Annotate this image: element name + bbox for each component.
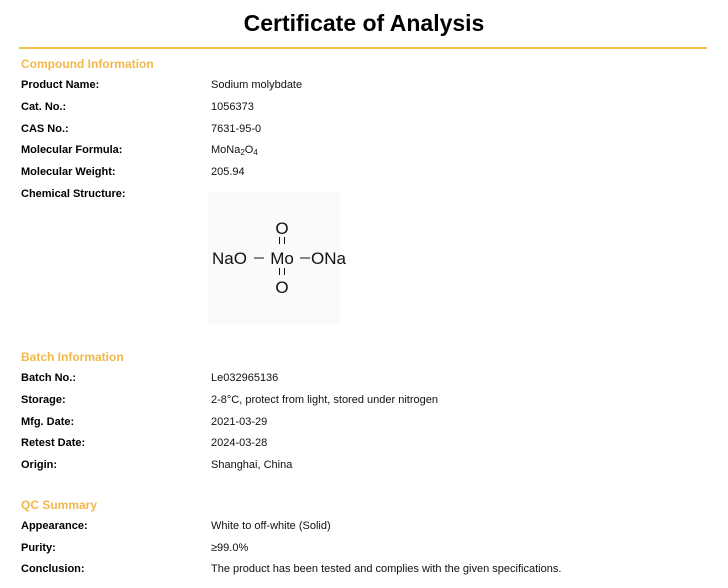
molecular-weight-value: 205.94 xyxy=(211,166,245,178)
cas-no-label: CAS No.: xyxy=(21,123,69,135)
purity-value: ≥99.0% xyxy=(211,542,249,554)
product-name-value: Sodium molybdate xyxy=(211,79,303,91)
structure-right-group: ONa xyxy=(311,249,346,268)
conclusion-label: Conclusion: xyxy=(21,563,85,575)
conclusion-value: The product has been tested and complies with the given specifications. xyxy=(211,563,562,575)
section-heading-qc: QC Summary xyxy=(21,498,98,512)
retest-date-label: Retest Date: xyxy=(21,437,86,449)
formula-na: Na xyxy=(226,144,241,156)
formula-o: O xyxy=(244,144,254,156)
batch-no-value: Le032965136 xyxy=(211,372,279,384)
mfg-date-label: Mfg. Date: xyxy=(21,416,75,428)
product-name-label: Product Name: xyxy=(21,79,100,91)
molecular-weight-label: Molecular Weight: xyxy=(21,166,116,178)
purity-label: Purity: xyxy=(21,542,56,554)
section-heading-batch: Batch Information xyxy=(21,350,124,364)
cat-no-label: Cat. No.: xyxy=(21,101,67,113)
cat-no-value: 1056373 xyxy=(211,101,254,113)
formula-mo: Mo xyxy=(211,144,227,156)
structure-left-group: NaO xyxy=(212,249,247,268)
appearance-value: White to off-white (Solid) xyxy=(211,520,331,532)
origin-value: Shanghai, China xyxy=(211,459,293,471)
formula-na-count: 2 xyxy=(240,148,245,157)
batch-no-label: Batch No.: xyxy=(21,372,76,384)
document-title: Certificate of Analysis xyxy=(243,10,485,36)
mfg-date-value: 2021-03-29 xyxy=(211,416,268,428)
storage-label: Storage: xyxy=(21,394,66,406)
storage-value: 2-8°C, protect from light, stored under nitrogen xyxy=(211,394,438,406)
cas-no-value: 7631-95-0 xyxy=(211,123,262,135)
molecular-formula-value xyxy=(211,144,258,157)
section-heading-compound: Compound Information xyxy=(21,57,154,71)
origin-label: Origin: xyxy=(21,459,58,471)
molecular-formula-label: Molecular Formula: xyxy=(21,144,123,156)
appearance-label: Appearance: xyxy=(21,520,88,532)
structure-top-oxygen: O xyxy=(275,219,289,238)
structure-bottom-oxygen: O xyxy=(275,278,289,297)
formula-o-count: 4 xyxy=(253,148,258,157)
title-divider xyxy=(19,47,707,49)
structure-center-atom: Mo xyxy=(270,249,294,268)
chemical-structure-drawing xyxy=(208,192,346,324)
chemical-structure-label: Chemical Structure: xyxy=(21,188,126,200)
retest-date-value: 2024-03-28 xyxy=(211,437,268,449)
